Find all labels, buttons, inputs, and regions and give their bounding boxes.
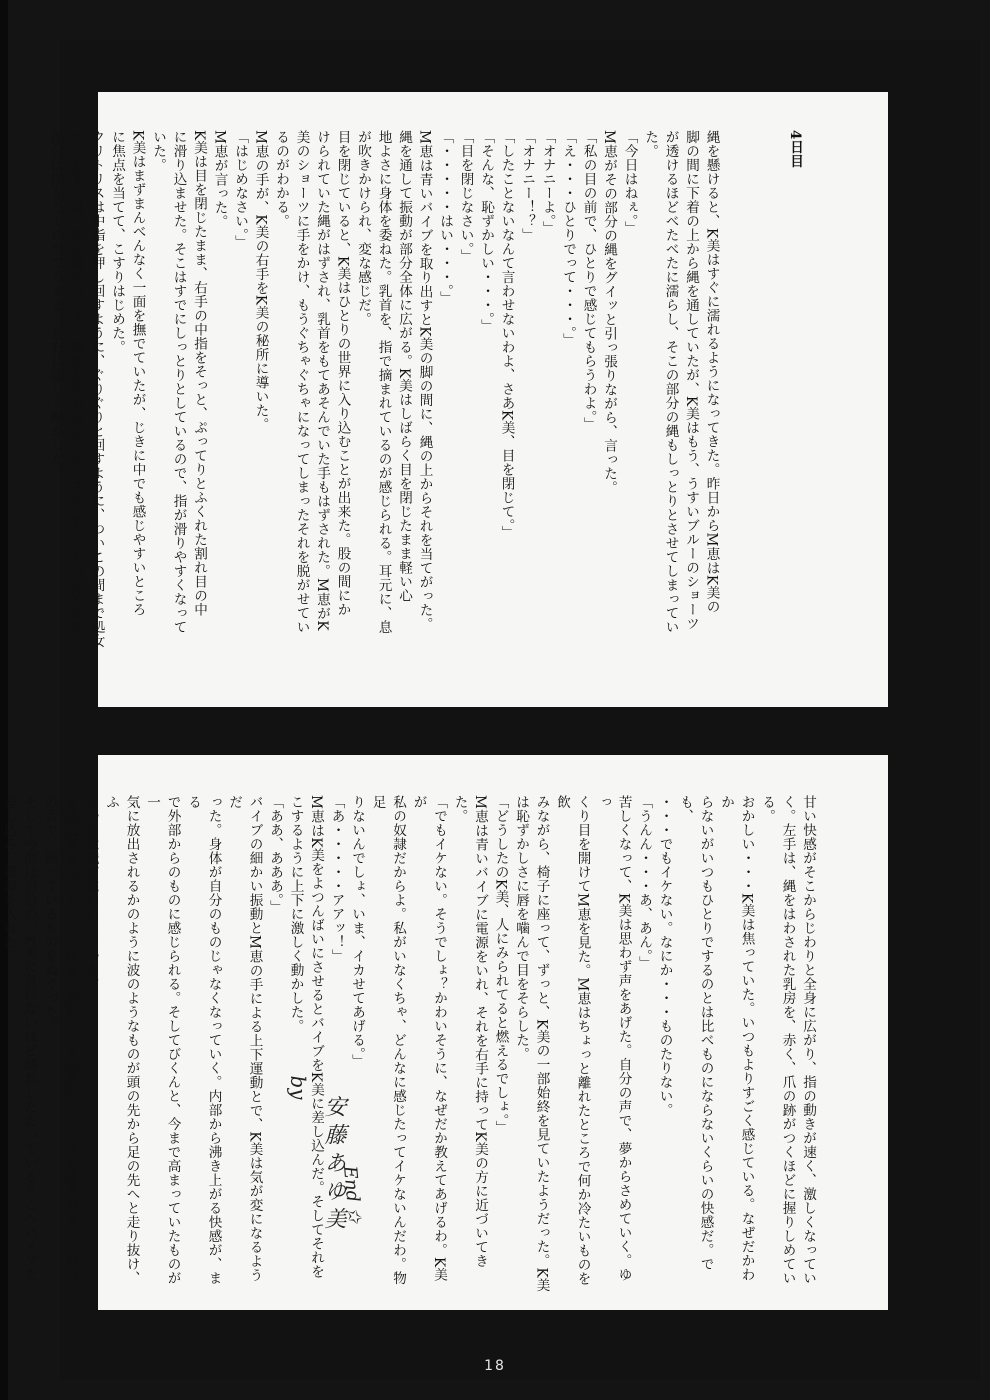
text-line: 「オナニー！？」 bbox=[519, 130, 535, 242]
signature-by: by bbox=[286, 1075, 311, 1100]
text-line: うっと意識が遠のいていった。 bbox=[82, 795, 99, 991]
text-line: だったそこは、指の腹でつつき、周囲をなめるように。そのふたつをつなぐ間の bbox=[68, 130, 84, 634]
text-line: 目を閉じていると、K美はひとりの世界に入り込むことが出来た。股の間にか bbox=[334, 130, 351, 617]
text-line: が吹きかけられ、変な感じだ。 bbox=[355, 130, 371, 326]
text-line: そして今度は自分の、K美に負けないほど濡れしたたっているそこへバイブを bbox=[21, 795, 37, 1282]
text-line: 「ああ、あああ。」 bbox=[267, 795, 283, 915]
text-line: いた。 bbox=[150, 130, 166, 172]
bottom-text-panel bbox=[0, 755, 888, 1310]
text-line: おかしい・・・K美は焦っていた。いつもよりすごく感じている。なぜだかわか bbox=[718, 795, 755, 1282]
text-line: で外部からのものに感じられる。そしてびくんと、今まで高まっていたものが一 bbox=[144, 795, 181, 1285]
text-line: みながら、椅子に座って、ずっと、K美の一部始終を見ていたようだった。K美 bbox=[533, 795, 550, 1293]
signature-end: End ✩ bbox=[339, 1165, 365, 1224]
text-line: 苦しくなって、K美は思わず声をあげた。自分の声で、夢からさめていく。ゆっ bbox=[595, 795, 632, 1282]
text-line: に焦点を当てて、こすりはじめた。 bbox=[109, 130, 125, 354]
text-line: に滑り込ませた。そこはすでにしっとりとしているので、指が滑りやすくなって bbox=[170, 130, 187, 634]
text-line: った。身体が自分のものじゃなくなっていく。内部から沸き上がる快感が、まる bbox=[185, 795, 222, 1285]
chapter-title: 4日目 bbox=[787, 130, 803, 168]
text-line: りないんでしょ、いま、イカせてあげる。」 bbox=[349, 795, 365, 1069]
text-line: 地よさに身体を委ねた。乳首を、指で摘まれているのが感じられる。耳元に、息 bbox=[375, 130, 392, 634]
text-line: けられていた縄がはずされ、乳首をもてあそんでいた手もはずされた。M恵がK bbox=[314, 130, 330, 631]
text-line: 「したことないなんて言わせないわよ、さあK美、目を閉じて。」 bbox=[498, 130, 515, 540]
text-line: 「・・・・・はい・・・。」 bbox=[437, 130, 453, 306]
text-line: が透けるほどべたべたに濡らし、そこの部分の縄もしっとりとさせてしまってい bbox=[662, 130, 679, 634]
text-line: 甘い快感がそこからじわりと全身に広がり、指の動きが速く、激しくなってい bbox=[800, 795, 816, 1285]
text-line: 縄を懸けると、K美はすぐに濡れるようになってきた。昨日からM恵はK美の bbox=[703, 130, 720, 614]
text-line: るのがわかる。 bbox=[273, 130, 289, 228]
text-line: M恵は気を失って、うつ伏せに倒れているK美からバイブを抜き取ると、自分 bbox=[62, 795, 78, 1282]
text-line: 「うんん・・・あ、あん。」 bbox=[636, 795, 652, 971]
text-line: こするように上下に激しく動かした。 bbox=[287, 795, 304, 1033]
text-line: M恵はK美をよつんばいにさせるとバイブをK美に差し込んだ。そしてそれを bbox=[308, 795, 324, 1279]
text-line: 「今日はねぇ。」 bbox=[621, 130, 638, 236]
text-line: 「はじめなさい。」 bbox=[232, 130, 248, 250]
text-line: 「オナニーよ。」 bbox=[539, 130, 556, 236]
text-line: M恵の手が、K美の右手をK美の秘所に導いた。 bbox=[252, 130, 269, 432]
text-line: クリトリスは中指を押し回すように、ぐりぐりと回すように、ついこの間まで処女 bbox=[88, 130, 105, 648]
text-line: く。左手は、縄をはわされた乳房を、赤く、爪の跡がつくほどに握りしめている。 bbox=[759, 795, 796, 1285]
text-line: は恥ずかしさに唇を噛んで目をそらした。 bbox=[513, 795, 529, 1061]
text-line: K美は目を閉じたまま、右手の中指をそっと、ぷってりとふくれた割れ目の中 bbox=[191, 130, 207, 617]
text-line: M恵は青いバイブを取り出すとK美の脚の間に、縄の上からそれを当てがった。 bbox=[416, 130, 433, 631]
text-line: 「でもイケない。そうでしょ？かわいそうに、なぜだか教えてあげるわ。K美が bbox=[410, 795, 447, 1282]
text-line: らないがいつもひとりでするのとは比べものにならないくらいの快感だ。でも、 bbox=[677, 795, 714, 1271]
text-line: M恵は青いバイブに電源をいれ、それを右手に持ってK美の方に近づいてきた。 bbox=[451, 795, 488, 1268]
text-line: 「どうしたのK美、人にみられてると燃えるでしょ。」 bbox=[492, 795, 509, 1135]
text-line: バイブの細かい振動とM恵の手による上下運動とで、K美は気が変になるようだ bbox=[226, 795, 263, 1282]
text-line: た。 bbox=[642, 130, 658, 158]
text-line: 「え・・・ひとりでって・・・。」 bbox=[560, 130, 576, 348]
text-line: の舌で、滴っているものをぬぐった。 bbox=[41, 795, 58, 1033]
text-line: 気に放出されるかのように波のようなものが頭の先から足の先へと走り抜け、ふ bbox=[103, 795, 140, 1285]
text-line: 「私の目の前で、ひとりで感じてもらうわよ。」 bbox=[580, 130, 597, 432]
author-signature bbox=[286, 1055, 408, 1265]
top-text-panel bbox=[47, 92, 888, 707]
text-line: 「あ・・・・・アアッ！」 bbox=[328, 795, 345, 963]
text-line: くり目を開けてM恵を見た。M恵はちょっと離れたところで何か冷たいものを飲 bbox=[554, 795, 591, 1286]
text-line: 「目を閉じなさい。」 bbox=[457, 130, 474, 264]
text-line: 美のショーツに手をかけ、もうぐちゃぐちゃになってしまったそれを脱がせてい bbox=[293, 130, 310, 634]
page-number: 18 bbox=[484, 1358, 506, 1374]
bottom-story-text bbox=[0, 795, 818, 1295]
text-line: ・・・でもイケない。なにか・・・ものたりない。 bbox=[656, 795, 673, 1117]
text-line: 脚の間に下着の上から縄を通していたが、K美はもう、うすいブルーのショーツ bbox=[683, 130, 699, 631]
signature-author: 安藤あゆ美 bbox=[321, 1095, 346, 1235]
top-story-text bbox=[47, 130, 846, 690]
text-line: 差し込み、電源を入れた。 bbox=[0, 795, 17, 963]
text-line: K美はまずまんべんなく一面を撫でていたが、じきに中でも感じやすいところ bbox=[129, 130, 146, 617]
text-line: 「そんな、恥ずかしい・・・。」 bbox=[478, 130, 494, 334]
text-line: 私の奴隷だからよ。私がいなくちゃ、どんなに感じたってイケないんだわ。物足 bbox=[369, 795, 406, 1285]
text-line: 縄を通して振動が部分全体に広がる。K美はしばらく目を閉じたまま軽い心 bbox=[396, 130, 412, 603]
text-line: M恵が言った。 bbox=[211, 130, 228, 229]
text-line: M恵がその部分の縄をグイッと引っ張りながら、言った。 bbox=[601, 130, 617, 495]
text-line: 部分は指をたてに当てたまま、左右に激しく動かした。 bbox=[47, 130, 64, 480]
